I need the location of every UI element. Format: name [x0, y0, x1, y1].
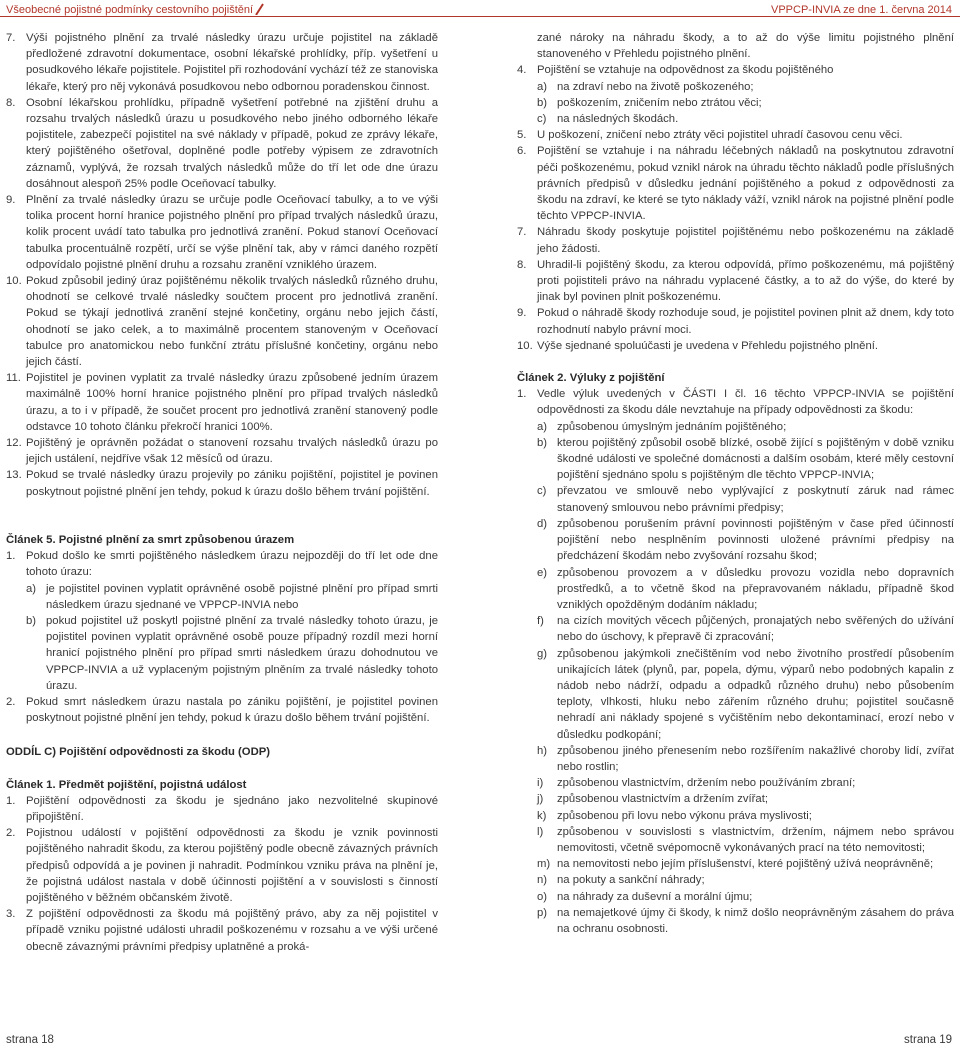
paragraph-text: Plnění za trvalé následky úrazu se určuje podle Oceňovací tabulky, a to ve výši tolika procent horní hranice pojistného plnění pro případ trvalých následků úrazu, kolik procent uvádí tato tabulka pro jednotlivá zranění. Pokud stanoví Oceňovací tabulka procentuálně rozpětí, určí se výše plnění tak, aby v rámci daného rozpětí odpovídalo pojistné plnění druhu a rozsahu zranění vzniklého úrazem. [26, 194, 438, 271]
paragraph-text: Pojištění se vztahuje na odpovědnost za škodu pojištěného [537, 64, 834, 77]
numbered-paragraph [6, 548, 438, 580]
list-item [517, 791, 954, 807]
list-letter: d) [537, 517, 548, 530]
header-rule [0, 16, 960, 17]
paragraph-number: 7. [517, 226, 527, 239]
numbered-paragraph [517, 386, 954, 418]
numbered-paragraph [6, 273, 438, 370]
list-item-text: způsobenou vlastnictvím a držením zvířat; [557, 793, 768, 806]
paragraph-number: 8. [6, 96, 16, 109]
list-item-text: způsobenou jakýmkoli znečištěním vod nebo životního prostředí působením unikajících látek (plynů, par, popela, dýmu, výparů nebo podobných kapalin z nádob nebo nádrží, odpadu a odpadků různého druhu) nebo působením teploty, vlhkosti, hluku nebo zářením různého druhu; pojistitel současně nehradí ani náklady spojené s vyčištěním nebo dekontaminací, erozí nebo v důsledku podkopání; [557, 647, 954, 741]
numbered-paragraph [6, 370, 438, 435]
paragraph-number: 9. [517, 307, 527, 320]
list-item-text: způsobenou v souvislosti s vlastnictvím, držením, nájmem nebo správou nemovitosti, včetně svépomocně vykonávaných prací na této nemovitosti; [557, 825, 954, 854]
paragraph-text: Náhradu škody poskytuje pojistitel pojištěnému nebo poškozenému na základě jeho žádosti. [537, 226, 954, 255]
paragraph-text: Uhradil-li pojištěný škodu, za kterou odpovídá, přímo poškozenému, má pojištěný proti pojistiteli právo na náhradu vyplacené částky, a to až do výše, do které by jinak byl povinen plnit poškozenému. [537, 258, 954, 304]
list-item-text: na cizích movitých věcech půjčených, pronajatých nebo svěřených do užívání nebo do úschovy, k přepravě či zpracování; [557, 615, 954, 644]
list-item-text: na nemajetkové újmy či škody, k nimž došlo neoprávněným zásahem do práva na ochranu osobnosti. [557, 906, 954, 935]
numbered-paragraph [517, 62, 954, 78]
list-letter: h) [537, 744, 548, 757]
list-item [517, 775, 954, 791]
list-item [517, 435, 954, 484]
list-letter: e) [537, 566, 548, 579]
list-item [517, 889, 954, 905]
numbered-paragraph [517, 257, 954, 306]
list-letter: b) [537, 96, 548, 109]
list-item-text: na nemovitosti nebo jejím příslušenství, které pojištěný užívá neoprávněně; [557, 858, 934, 871]
paragraph-number: 10. [6, 275, 22, 288]
list-item-text: způsobenou porušením právní povinnosti pojištěným v čase před účinností pojištění nebo nesplněním povinnosti uložené právními předpisy na předcházení škodám nebo zvyšování rozsahu škod; [557, 517, 954, 563]
paragraph-text: Pojistnou událostí v pojištění odpovědnosti za škodu je vznik povinnosti pojištěného nahradit škodu, za kterou pojištěný podle obecně závazných právních předpisů odpovídá a je povinen ji nahradit. Podmínkou vzniku práva na plnění je, že pojistná událost nastala v době účinnosti pojištění a v souvislosti s činností pojištěného v běžném občanském životě. [26, 827, 438, 904]
list-item [517, 516, 954, 565]
numbered-paragraph [6, 906, 438, 955]
list-item [517, 111, 954, 127]
list-item-text: na náhrady za duševní a morální újmu; [557, 890, 753, 903]
list-letter: c) [537, 485, 547, 498]
left-column [6, 30, 438, 955]
list-item-text: na zdraví nebo na životě poškozeného; [557, 80, 754, 93]
paragraph-number: 2. [6, 695, 16, 708]
article-2-heading: Článek 2. Výluky z pojištění [517, 372, 665, 385]
paragraph-text: Pokud smrt následkem úrazu nastala po zániku pojištění, je pojistitel povinen poskytnout pojistné plnění jen tehdy, pokud k úrazu došlo během trvání pojištění. [26, 695, 438, 725]
list-item [517, 419, 954, 435]
list-item-text: převzatou ve smlouvě nebo vyplývající z poskytnutí záruk nad rámec stanovený smlouvou nebo právními předpisy; [557, 485, 954, 514]
paragraph-text: Pojištěný je oprávněn požádat o stanovení rozsahu trvalých následků úrazu po jejich ustálení, nejdříve však 12 měsíců od úrazu. [26, 437, 438, 466]
paragraph-number: 7. [6, 32, 16, 44]
header-document-id: VPPCP-INVIA ze dne 1. června 2014 [771, 4, 952, 16]
page-number-left: strana 18 [6, 1034, 54, 1046]
numbered-paragraph [517, 143, 954, 224]
numbered-paragraph [6, 825, 438, 906]
paragraph-number: 1. [6, 794, 16, 807]
list-item [517, 613, 954, 645]
list-item [517, 646, 954, 743]
continued-paragraph [517, 30, 954, 62]
paragraph-number: 6. [517, 145, 527, 158]
list-item-text: způsobenou jiného přenesením nebo rozšířením nakažlivé choroby lidí, zvířat nebo rostlin; [557, 744, 954, 773]
list-letter: b) [537, 436, 548, 449]
list-item-text: způsobenou vlastnictvím, držením nebo používáním zbraní; [557, 777, 856, 790]
list-item-text: poškozením, zničením nebo ztrátou věci; [557, 96, 762, 109]
list-letter: n) [537, 874, 548, 887]
paragraph-text: Pojištění odpovědnosti za škodu je sjednáno jako nezvolitelné skupinové připojištění. [26, 794, 438, 823]
paragraph-text: Z pojištění odpovědnosti za škodu má pojištěný právo, aby za něj pojistitel v případě vzniku pojistné události uhradil poškozenému v rozsahu a ve výši určené obecně závaznými právními předpisy uplatněné a proká- [26, 908, 438, 953]
list-item [517, 483, 954, 515]
list-item-text: je pojistitel povinen vyplatit oprávněné osobě pojistné plnění pro případ smrti následkem úrazu sjednané ve VPPCP-INVIA nebo [46, 582, 438, 611]
list-item [6, 581, 438, 613]
numbered-paragraph [517, 305, 954, 337]
list-item-text: způsobenou při lovu nebo výkonu práva myslivosti; [557, 809, 812, 822]
paragraph-number: 2. [6, 827, 16, 840]
paragraph-number: 11. [6, 372, 21, 385]
list-letter: i) [537, 777, 544, 790]
numbered-paragraph [6, 192, 438, 273]
article-1-heading: Článek 1. Předmět pojištění, pojistná událost [6, 778, 247, 791]
list-letter: j) [537, 793, 544, 806]
list-letter: g) [537, 647, 548, 660]
list-item [6, 613, 438, 694]
list-letter: b) [26, 614, 37, 627]
right-column [517, 30, 954, 937]
numbered-paragraph [6, 694, 438, 726]
paragraph-text: Pokud se trvalé následky úrazu projevily po zániku pojištění, pojistitel je povinen poskytnout pojistné plnění jen tehdy, pokud k úrazu došlo během trvání pojištění. [26, 469, 438, 498]
list-item [517, 743, 954, 775]
paragraph-number: 9. [6, 194, 16, 207]
list-letter: m) [537, 858, 551, 871]
list-item-text: na pokuty a sankční náhrady; [557, 874, 705, 887]
list-item [517, 95, 954, 111]
list-item [517, 856, 954, 872]
list-letter: a) [26, 582, 37, 595]
list-item-text: na následných škodách. [557, 113, 679, 126]
paragraph-text: Vedle výluk uvedených v ČÁSTI I čl. 16 těchto VPPCP-INVIA se pojištění odpovědnosti za škodu dále nevztahuje na případy odpovědnosti za škodu: [537, 388, 954, 417]
list-item-text: způsobenou úmyslným jednáním pojištěného; [557, 420, 787, 433]
list-item [517, 905, 954, 937]
list-item-text: kterou pojištěný způsobil osobě blízké, osobě žijící s pojištěným v době vzniku škodné události ve společné domácnosti a dalším osobám, které měly cestovní pojištění sjednáno spolu s pojištěným dle těchto VPPCP-INVIA; [557, 436, 954, 482]
numbered-paragraph [6, 467, 438, 499]
paragraph-number: 1. [517, 388, 527, 401]
article-5-heading: Článek 5. Pojistné plnění za smrt způsobenou úrazem [6, 533, 295, 546]
paragraph-text: Výše sjednané spoluúčasti je uvedena v Přehledu pojistného plnění. [537, 339, 879, 352]
header-document-title: Všeobecné pojistné podmínky cestovního pojištění [6, 2, 264, 18]
paragraph-number: 12. [6, 437, 22, 450]
paragraph-number: 10. [517, 339, 533, 352]
numbered-paragraph [6, 95, 438, 192]
list-letter: p) [537, 906, 548, 919]
paragraph-text: Výši pojistného plnění za trvalé následky úrazu určuje pojistitel na základě předložené zdravotní dokumentace, osobní lékařské prohlídky, příp. vyšetření u posudkového lékaře pojistitele. Pojistitel při rozhodování vychází též ze stanoviska lékaře, který pro něj vykonává posudkovou nebo odbornou poradenskou činnost. [26, 32, 438, 93]
numbered-paragraph [517, 127, 954, 143]
paragraph-text: Pokud o náhradě škody rozhoduje soud, je pojistitel povinen plnit až dnem, kdy toto rozhodnutí nabylo právní moci. [537, 307, 954, 336]
paragraph-number: 5. [517, 129, 527, 142]
numbered-paragraph [6, 793, 438, 825]
list-item [517, 872, 954, 888]
list-item [517, 565, 954, 614]
paragraph-number: 4. [517, 64, 527, 77]
list-letter: a) [537, 80, 548, 93]
numbered-paragraph [6, 435, 438, 467]
paragraph-text: Pojistitel je povinen vyplatit za trvalé následky úrazu způsobené jedním úrazem maximálně 100% horní hranice pojistného plnění pro případ trvalých následků úrazu, a to i v případě, že součet procent pro jednotlivá zranění stanovený podle odstavce 10 tohoto článku překročí hranici 100%. [26, 372, 438, 433]
numbered-paragraph [6, 30, 438, 95]
list-item-text: způsobenou provozem a v důsledku provozu vozidla nebo dopravních prostředků, a to včetně škod na přepravovaném nákladu, případně škod vzniklých opožděným dodáním nákladu; [557, 566, 954, 611]
slash-mark-icon [254, 3, 264, 15]
list-letter: f) [537, 615, 544, 628]
spacer [517, 354, 954, 370]
list-letter: k) [537, 809, 547, 822]
list-item [517, 824, 954, 856]
numbered-paragraph [517, 338, 954, 354]
page-header [0, 0, 960, 18]
paragraph-text: Pokud způsobil jediný úraz pojištěnému několik trvalých následků různého druhu, ohodnotí se celkové trvalé následky součtem procent pro jednotlivá zranění. Pokud se týkají jednotlivá zranění stejné končetiny, orgánu nebo jejich částí, ohodnotí se jako celek, a to maximálně procentem stanoveným v Oceňovací tabulce pro anatomickou nebo funkční ztrátu příslušné končetiny, orgánu nebo jejich částí. [26, 275, 438, 369]
list-letter: l) [537, 825, 544, 838]
paragraph-number: 8. [517, 258, 527, 271]
list-letter: c) [537, 113, 547, 126]
paragraph-text: zané nároky na náhradu škody, a to až do výše limitu pojistného plnění stanoveného v Přehledu pojistného plnění. [537, 32, 954, 61]
page-number-right: strana 19 [904, 1034, 952, 1046]
paragraph-text: Pokud došlo ke smrti pojištěného následkem úrazu nejpozději do tří let ode dne tohoto úrazu: [26, 550, 438, 579]
list-letter: o) [537, 890, 548, 903]
paragraph-number: 1. [6, 550, 16, 563]
paragraph-text: U poškození, zničení nebo ztráty věci pojistitel uhradí časovou cenu věci. [537, 129, 903, 142]
list-item-text: pokud pojistitel už poskytl pojistné plnění za trvalé následky tohoto úrazu, je pojistitel povinen vyplatit oprávněné osobě pouze případný rozdíl mezi horní hranicí pojistného plnění pro případ smrti následkem úrazu dohodnutou ve VPPCP-INVIA a už vyplaceným pojistným plněním za trvalé následky tohoto úrazu. [46, 614, 438, 692]
paragraph-number: 3. [6, 908, 16, 921]
paragraph-number: 13. [6, 469, 22, 482]
list-item [517, 808, 954, 824]
spacer [6, 500, 438, 516]
paragraph-text: Osobní lékařskou prohlídku, případně vyšetření potřebné na zjištění druhu a rozsahu trvalých následků úrazu u posudkového nebo jiného odborného lékaře pojistitele, zabezpečí pojistitel na své náklady v případě, pokud ze zprávy lékaře, který pojištěného ošetřoval, doplněné podle potřeby výpisem ze zdravotních záznamů, vyplývá, že rozsah trvalých následků může do tří let ode dne úrazu dosáhnout alespoň 25% podle Oceňovací tabulky. [26, 96, 438, 190]
paragraph-text: Pojištění se vztahuje i na náhradu léčebných nákladů na poskytnutou zdravotní péči poškozenému, pokud vznikl nárok na úhradu těchto nákladů podle příslušných právních předpisů v důsledku jednání pojištěného a pokud z odpovědnosti za škodu na zdraví, ke které se tyto náklady váží, vznikl nárok na pojistné plnění podle těchto VPPCP-INVIA. [537, 145, 954, 223]
numbered-paragraph [517, 224, 954, 256]
section-c-heading: ODDÍL C) Pojištění odpovědnosti za škodu (ODP) [6, 746, 271, 759]
list-item [517, 79, 954, 95]
list-letter: a) [537, 420, 548, 433]
